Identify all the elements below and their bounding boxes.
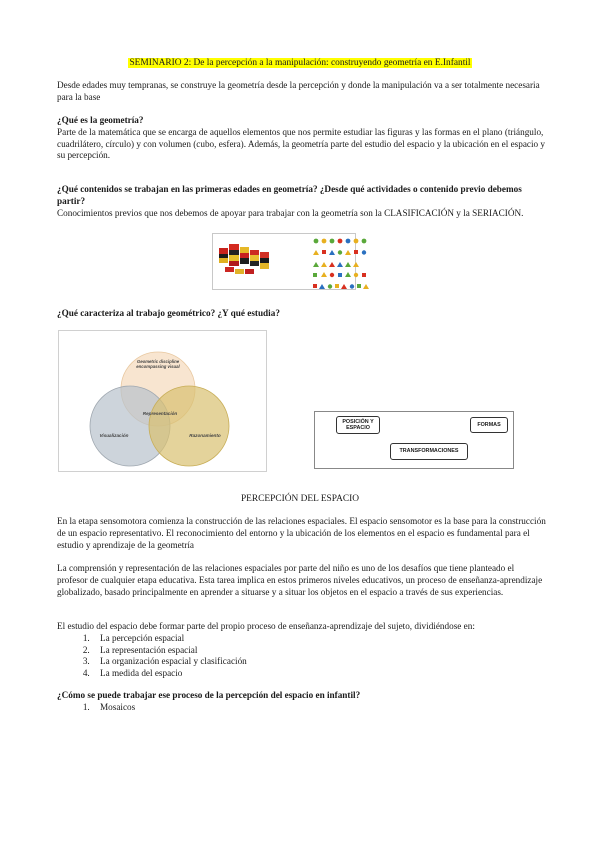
venn-label-top: Geometric discipline encompassing visual [136,359,180,370]
space-study-list [57,633,547,680]
q2-answer: Conocimientos previos que nos debemos de apoyar para trabajar con la geometría son la CLASIFICACIÓN y la SERIACIÓN. [57,207,524,218]
section2-paragraph-1: En la etapa sensomotora comienza la construcción de las relaciones espaciales. El espacio sensomotor es la base para la construcción de un espacio representativo. El reconocimiento del entorno y la ubicación de los elementos en el espacio es fundamental para el estudio y aprendizaje de la geometría [57,516,546,550]
shape-series-figure [300,233,382,291]
section2-p1-block [57,516,547,551]
posicion-espacio-box: POSICIÓN Y ESPACIO [336,416,380,434]
transformaciones-box: TRANSFORMACIONES [390,443,468,460]
q1-block [57,115,547,162]
venn-label-right: Razonamiento [189,433,221,438]
section-heading: PERCEPCIÓN DEL ESPACIO [240,494,360,504]
intro-block [57,80,547,104]
q4-question: ¿Cómo se puede trabajar ese proceso de la percepción del espacio en infantil? [57,690,361,700]
list-item: 2. La representación espacial [92,645,547,657]
q1-answer: Parte de la matemática que se encarga de aquellos elementos que nos permite estudiar las figuras y las formas en el plano (triángulo, cuadrilátero, círculo) y con volumen (cubo, esfera). Además, la geometría parte del estudio del espacio y la ubicación en el espacio y su percepción. [57,126,546,161]
stacked-blocks-image [219,244,269,274]
q3-question: ¿Qué caracteriza al trabajo geométrico? ¿Y qué estudia? [57,308,280,318]
activities-list [57,702,547,714]
intro-paragraph: Desde edades muy tempranas, se construye la geometría desde la percepción y donde la manipulación va a ser totalmente necesaria para la base [57,80,540,102]
venn-diagram [58,330,267,472]
venn-circles [59,331,266,471]
venn-label-left: Visualización [99,433,129,438]
list-item: 4. La medida del espacio [92,668,547,680]
section2-p3-block [57,621,547,680]
section2-paragraph-3: El estudio del espacio debe formar parte del propio proceso de enseñanza-aprendizaje del sujeto, dividiéndose en: [57,621,475,631]
q2-block [57,184,547,219]
q2-question: ¿Qué contenidos se trabajan en las primeras edades en geometría? ¿Desde qué actividades o contenido previo debemos partir? [57,184,522,206]
shape-series-illustration [300,233,382,291]
venn-circle-right [149,386,229,466]
list-item: 1. Mosaicos [92,702,547,714]
q3-block [57,308,547,320]
list-item: 3. La organización espacial y clasificación [92,656,547,668]
section2-paragraph-2: La comprensión y representación de las relaciones espaciales por parte del niño es uno de los desafíos que tiene planteado el profesor de cualquier etapa educativa. Esta tarea implica en estos primeros niveles educativos, un proceso de enseñanza-aprendizaje globalizado, basado principalmente en aprender a situarse y a situar los objetos en el espacio a través de sus experiencias. [57,563,543,597]
list-item: 1. La percepción espacial [92,633,547,645]
q1-question: ¿Qué es la geometría? [57,115,144,125]
venn-label-center: Representación [142,411,178,416]
q4-block [57,690,547,714]
formas-box: FORMAS [470,417,508,433]
title-line [0,57,600,69]
geometry-areas-diagram [314,411,514,469]
section2-p2-block [57,563,547,598]
document-title: SEMINARIO 2: De la percepción a la manipulación: construyendo geometría en E.Infantil [129,58,471,68]
